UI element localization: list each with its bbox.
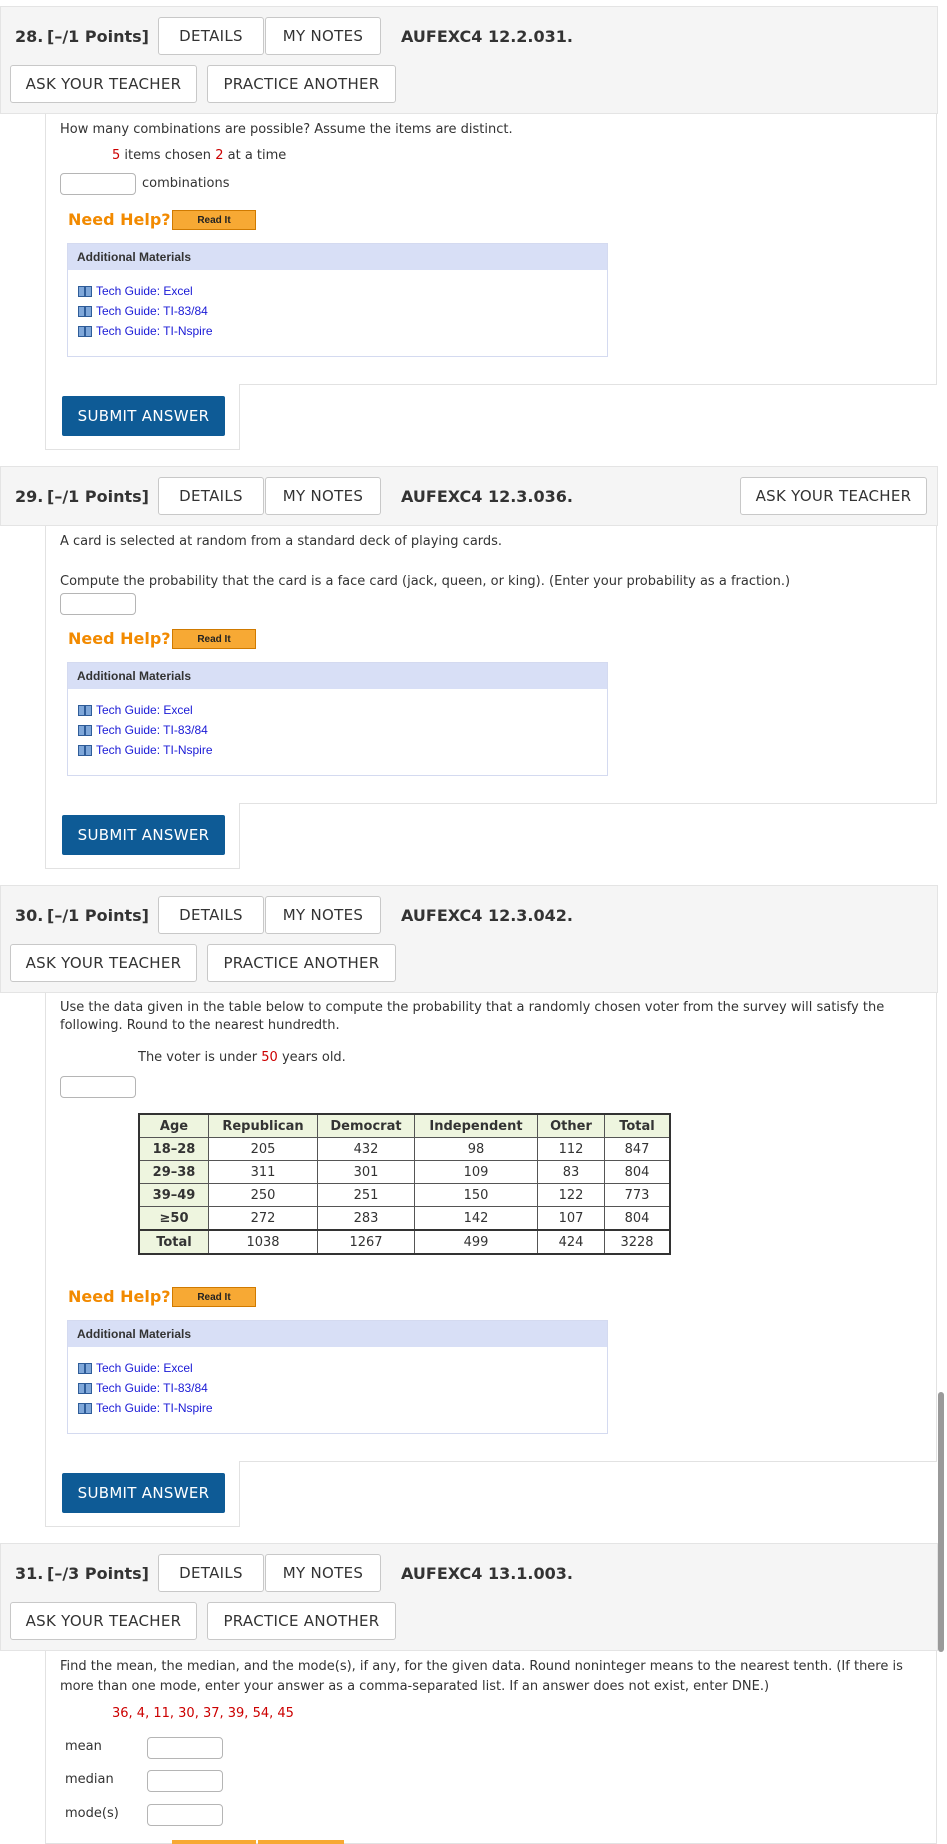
table-cell: 301 — [318, 1161, 415, 1184]
q28-code: AUFEXC4 12.2.031. — [401, 27, 573, 46]
q28-link-ti84-label: Tech Guide: TI-83/84 — [96, 304, 208, 318]
q29-details-button[interactable]: DETAILS — [158, 477, 264, 515]
q28-ask-teacher-button[interactable]: ASK YOUR TEACHER — [10, 65, 197, 103]
q31-mode-label: mode(s) — [65, 1806, 119, 1821]
q28-number: 28. — [15, 27, 44, 46]
table-row — [139, 1138, 670, 1161]
table-cell: 39–49 — [139, 1184, 209, 1207]
q28-answer-input[interactable] — [60, 173, 136, 195]
table-header: Age — [139, 1114, 209, 1138]
q30-link-ti84[interactable] — [78, 1381, 208, 1395]
q31-line1: Find the mean, the median, and the mode(s), if any, for the given data. Round noninteger means to the nearest tenth. (If there is — [60, 1659, 903, 1674]
q30-link-nspire[interactable] — [78, 1401, 213, 1415]
q28-need-help: Need Help? — [68, 210, 171, 229]
q30-line1: Use the data given in the table below to compute the probability that a randomly chosen voter from the survey will satisfy the — [60, 1000, 885, 1015]
q31-mode-input[interactable] — [147, 1804, 223, 1826]
q30-practice-another-button[interactable]: PRACTICE ANOTHER — [207, 944, 396, 982]
q30-link-excel[interactable] — [78, 1361, 193, 1375]
q31-median-label: median — [65, 1772, 114, 1787]
q31-watch-it-partial[interactable] — [258, 1840, 344, 1844]
book-icon — [78, 1383, 92, 1394]
q31-points: [–/3 Points] — [47, 1564, 149, 1583]
q30-code: AUFEXC4 12.3.042. — [401, 906, 573, 925]
q30-points: [–/1 Points] — [47, 906, 149, 925]
q31-code: AUFEXC4 13.1.003. — [401, 1564, 573, 1583]
book-icon — [78, 705, 92, 716]
page-scrollbar[interactable] — [938, 1392, 944, 1652]
table-header: Republican — [209, 1114, 318, 1138]
q29-link-ti84-label: Tech Guide: TI-83/84 — [96, 723, 208, 737]
table-cell: 1038 — [209, 1230, 318, 1254]
q28-n-value: 5 — [112, 148, 121, 163]
table-cell: 804 — [605, 1161, 671, 1184]
q29-line2: Compute the probability that the card is a face card (jack, queen, or king). (Enter your probability as a fraction.) — [60, 574, 791, 589]
q30-answer-input[interactable] — [60, 1076, 136, 1098]
q28-link-nspire[interactable] — [78, 324, 213, 338]
table-row — [139, 1230, 670, 1254]
q28-additional-materials — [67, 243, 608, 357]
table-cell: 424 — [538, 1230, 605, 1254]
q29-my-notes-button[interactable]: MY NOTES — [265, 477, 381, 515]
q31-data-values: 36, 4, 11, 30, 37, 39, 54, 45 — [112, 1706, 294, 1721]
q30-additional-materials-title: Additional Materials — [68, 1321, 607, 1347]
q28-details-button[interactable]: DETAILS — [158, 17, 264, 55]
q29-link-excel-label: Tech Guide: Excel — [96, 703, 193, 717]
q28-r-value: 2 — [215, 148, 224, 163]
q28-additional-materials-title: Additional Materials — [68, 244, 607, 270]
q29-ask-teacher-button[interactable]: ASK YOUR TEACHER — [740, 477, 927, 515]
q31-median-input[interactable] — [147, 1770, 223, 1792]
q30-condition-b: years old. — [281, 1050, 346, 1065]
q30-link-nspire-label: Tech Guide: TI-Nspire — [96, 1401, 213, 1415]
book-icon — [78, 326, 92, 337]
q29-points: [–/1 Points] — [47, 487, 149, 506]
q31-read-it-partial[interactable] — [172, 1840, 256, 1844]
q31-mean-label: mean — [65, 1739, 102, 1754]
book-icon — [78, 745, 92, 756]
q28-link-excel-label: Tech Guide: Excel — [96, 284, 193, 298]
table-cell: 107 — [538, 1207, 605, 1231]
table-cell: 83 — [538, 1161, 605, 1184]
q28-my-notes-button[interactable]: MY NOTES — [265, 17, 381, 55]
q29-code: AUFEXC4 12.3.036. — [401, 487, 573, 506]
table-cell: 98 — [415, 1138, 538, 1161]
table-cell: 150 — [415, 1184, 538, 1207]
q28-link-excel[interactable] — [78, 284, 193, 298]
q31-number: 31. — [15, 1564, 44, 1583]
table-cell: 122 — [538, 1184, 605, 1207]
q28-practice-another-button[interactable]: PRACTICE ANOTHER — [207, 65, 396, 103]
table-header-row — [139, 1114, 670, 1138]
table-cell: 272 — [209, 1207, 318, 1231]
q29-additional-materials — [67, 662, 608, 776]
table-cell: 432 — [318, 1138, 415, 1161]
table-cell: 804 — [605, 1207, 671, 1231]
q30-details-button[interactable]: DETAILS — [158, 896, 264, 934]
table-cell: 773 — [605, 1184, 671, 1207]
table-row — [139, 1161, 670, 1184]
q30-ask-teacher-button[interactable]: ASK YOUR TEACHER — [10, 944, 197, 982]
q30-need-help: Need Help? — [68, 1287, 171, 1306]
table-cell: 205 — [209, 1138, 318, 1161]
book-icon — [78, 306, 92, 317]
q30-link-excel-label: Tech Guide: Excel — [96, 1361, 193, 1375]
table-header: Other — [538, 1114, 605, 1138]
q29-need-help: Need Help? — [68, 629, 171, 648]
q31-ask-teacher-button[interactable]: ASK YOUR TEACHER — [10, 1602, 197, 1640]
q31-mean-input[interactable] — [147, 1737, 223, 1759]
table-cell: 3228 — [605, 1230, 671, 1254]
q28-unit: combinations — [142, 176, 230, 191]
q31-my-notes-button[interactable]: MY NOTES — [265, 1554, 381, 1592]
q31-line2: more than one mode, enter your answer as a comma-separated list. If an answer does not exist, enter DNE.) — [60, 1679, 770, 1694]
q29-link-ti84[interactable] — [78, 723, 208, 737]
voter-table — [138, 1113, 671, 1255]
table-cell: 29–38 — [139, 1161, 209, 1184]
q30-condition-value: 50 — [261, 1050, 278, 1065]
table-cell: 251 — [318, 1184, 415, 1207]
q31-practice-another-button[interactable]: PRACTICE ANOTHER — [207, 1602, 396, 1640]
table-cell: 1267 — [318, 1230, 415, 1254]
q29-link-nspire-label: Tech Guide: TI-Nspire — [96, 743, 213, 757]
q28-link-nspire-label: Tech Guide: TI-Nspire — [96, 324, 213, 338]
q30-submit-button[interactable]: SUBMIT ANSWER — [62, 1473, 225, 1513]
q28-mid-text: items chosen — [124, 148, 212, 163]
table-header: Total — [605, 1114, 671, 1138]
table-header: Independent — [415, 1114, 538, 1138]
q30-link-ti84-label: Tech Guide: TI-83/84 — [96, 1381, 208, 1395]
q29-line1: A card is selected at random from a standard deck of playing cards. — [60, 534, 503, 549]
table-cell: 112 — [538, 1138, 605, 1161]
q30-my-notes-button[interactable]: MY NOTES — [265, 896, 381, 934]
table-cell: 311 — [209, 1161, 318, 1184]
table-header: Democrat — [318, 1114, 415, 1138]
q29-submit-button[interactable]: SUBMIT ANSWER — [62, 815, 225, 855]
q28-prompt: How many combinations are possible? Assume the items are distinct. — [60, 122, 513, 137]
book-icon — [78, 725, 92, 736]
table-cell: 142 — [415, 1207, 538, 1231]
q28-read-it-button[interactable]: Read It — [172, 210, 256, 230]
table-row — [139, 1184, 670, 1207]
q30-condition — [138, 1048, 346, 1068]
q29-read-it-button[interactable]: Read It — [172, 629, 256, 649]
q28-link-ti84[interactable] — [78, 304, 208, 318]
q28-given — [112, 146, 286, 166]
q29-answer-input[interactable] — [60, 593, 136, 615]
book-icon — [78, 286, 92, 297]
q30-read-it-button[interactable]: Read It — [172, 1287, 256, 1307]
table-cell: 847 — [605, 1138, 671, 1161]
q28-points: [–/1 Points] — [47, 27, 149, 46]
book-icon — [78, 1363, 92, 1374]
q29-additional-materials-title: Additional Materials — [68, 663, 607, 689]
q29-link-excel[interactable] — [78, 703, 193, 717]
q29-link-nspire[interactable] — [78, 743, 213, 757]
q30-line2: following. Round to the nearest hundredth. — [60, 1018, 340, 1033]
q30-additional-materials — [67, 1320, 608, 1434]
q29-number: 29. — [15, 487, 44, 506]
table-cell: ≥50 — [139, 1207, 209, 1231]
table-cell: 250 — [209, 1184, 318, 1207]
q30-condition-a: The voter is under — [138, 1050, 258, 1065]
table-cell: 283 — [318, 1207, 415, 1231]
table-cell: 499 — [415, 1230, 538, 1254]
table-cell: Total — [139, 1230, 209, 1254]
q28-submit-button[interactable]: SUBMIT ANSWER — [62, 396, 225, 436]
book-icon — [78, 1403, 92, 1414]
table-row — [139, 1207, 670, 1231]
q28-end-text: at a time — [227, 148, 287, 163]
q31-details-button[interactable]: DETAILS — [158, 1554, 264, 1592]
q30-number: 30. — [15, 906, 44, 925]
table-cell: 18–28 — [139, 1138, 209, 1161]
table-cell: 109 — [415, 1161, 538, 1184]
